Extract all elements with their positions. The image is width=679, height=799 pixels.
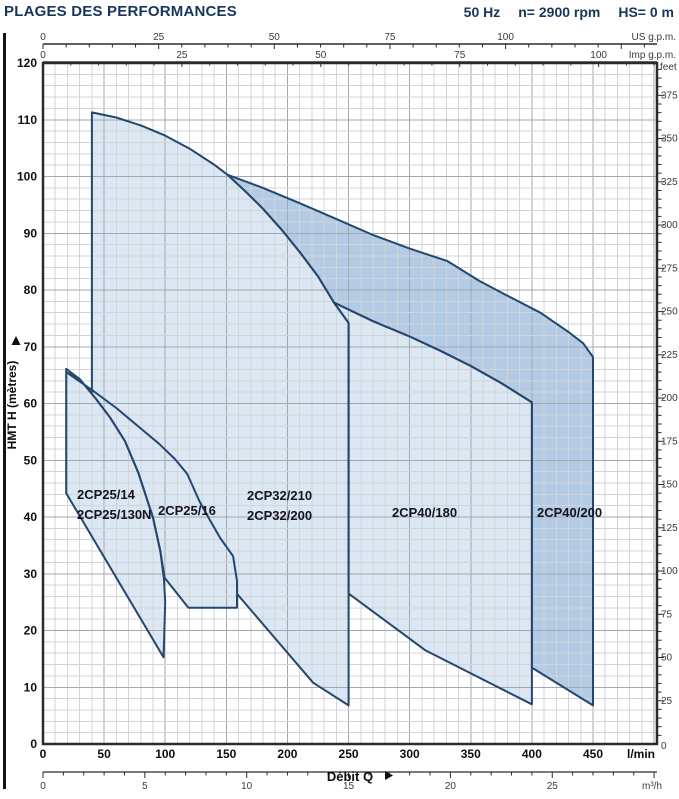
axis-tick-label: 200 [661, 393, 678, 405]
axis-tick-label: 0 [40, 781, 46, 792]
axis-tick-label: 75 [661, 609, 673, 621]
chart-regions [66, 112, 593, 705]
axis-tick-label: 10 [23, 680, 37, 695]
axis-tick-label: 50 [268, 32, 280, 43]
axis-tick-label: 50 [97, 747, 111, 761]
region-label-2cp40-200: 2CP40/200 [537, 505, 603, 520]
region-label-2cp25-14: 2CP25/14 [77, 487, 135, 502]
axis-tick-label: 5 [142, 781, 148, 792]
axis-tick-label: 125 [661, 522, 678, 534]
axis-tick-label: 25 [546, 781, 558, 792]
axis-feet [657, 62, 678, 752]
axis-tick-label: 100 [590, 50, 607, 61]
axis-tick-label: 10 [241, 781, 253, 792]
region-label-2cp25-16: 2CP25/16 [158, 503, 216, 518]
x-axis-title: Débit Q [326, 769, 374, 784]
axis-tick-label: 200 [277, 747, 298, 761]
frequency-value: 50 Hz [463, 4, 501, 20]
axis-tick-label: 50 [661, 652, 673, 664]
axis-tick-label: 375 [661, 90, 678, 102]
axis-us-gpm [40, 32, 676, 49]
axis-tick-label: 0 [40, 50, 46, 61]
axis-unit-label: feet [660, 62, 677, 73]
axis-tick-label: 60 [23, 396, 37, 411]
axis-tick-label: 20 [23, 623, 37, 638]
chart-grid [43, 63, 657, 744]
axis-tick-label: 350 [661, 133, 678, 145]
axis-tick-label: 100 [16, 169, 37, 184]
axis-tick-label: 100 [497, 32, 514, 43]
axis-tick-label: 300 [399, 747, 420, 761]
axis-tick-label: 150 [216, 747, 237, 761]
axis-tick-label: 0 [40, 32, 46, 43]
axis-tick-label: 0 [39, 747, 47, 761]
axis-tick-label: 450 [582, 747, 604, 761]
axis-tick-label: 40 [23, 510, 37, 524]
region-label-2cp32: 2CP32/200 [247, 508, 313, 523]
axis-metres [17, 56, 37, 751]
suction-head-value: HS= 0 m [618, 4, 674, 20]
axis-tick-label: 175 [661, 436, 678, 448]
axis-unit-label: l/min [626, 747, 655, 761]
axis-tick-label: 0 [30, 737, 37, 751]
axis-tick-label: 30 [23, 566, 37, 581]
page-title: PLAGES DES PERFORMANCES [4, 3, 237, 20]
axis-tick-label: 80 [23, 283, 37, 297]
axis-tick-label: 275 [661, 263, 678, 275]
axis-tick-label: 50 [315, 50, 327, 61]
axis-unit-label: m³/h [642, 781, 662, 792]
axis-unit-label: US g.p.m. [631, 32, 676, 43]
axis-tick-label: 400 [521, 747, 542, 761]
region-label-2cp25-14: 2CP25/130N [77, 507, 152, 522]
speed-value: n= 2900 rpm [518, 4, 601, 20]
axis-tick-label: 350 [460, 747, 481, 761]
axis-tick-label: 250 [338, 747, 359, 761]
axis-tick-label: 70 [23, 339, 37, 354]
axis-tick-label: 75 [454, 50, 466, 61]
axis-tick-label: 300 [661, 220, 678, 232]
axis-tick-label: 100 [155, 747, 176, 761]
axis-tick-label: 150 [661, 479, 678, 491]
axis-tick-label: 25 [176, 50, 188, 61]
axis-tick-label: 120 [16, 56, 37, 70]
axis-tick-label: 0 [661, 741, 667, 752]
axis-tick-label: 250 [661, 306, 678, 318]
axis-tick-label: 225 [661, 349, 678, 361]
region-label-2cp32: 2CP32/210 [247, 488, 313, 503]
region-label-2cp40-180: 2CP40/180 [392, 505, 458, 520]
axis-tick-label: 15 [342, 781, 355, 792]
axis-tick-label: 325 [661, 176, 678, 188]
axis-tick-label: 25 [153, 32, 165, 43]
axis-tick-label: 75 [384, 32, 396, 43]
axis-unit-label: Imp g.p.m. [628, 50, 676, 61]
y-axis-title: HMT H (mètres) [5, 360, 19, 450]
hmt-arrow-icon [12, 336, 21, 345]
axis-tick-label: 110 [17, 112, 37, 127]
region-fill-2cp32 [92, 112, 349, 705]
axis-tick-label: 20 [444, 781, 456, 792]
axis-tick-label: 50 [23, 453, 37, 468]
axis-tick-label: 100 [661, 566, 678, 578]
axis-tick-label: 25 [661, 695, 673, 707]
axis-lmin [40, 747, 655, 761]
axis-tick-label: 90 [23, 226, 37, 241]
